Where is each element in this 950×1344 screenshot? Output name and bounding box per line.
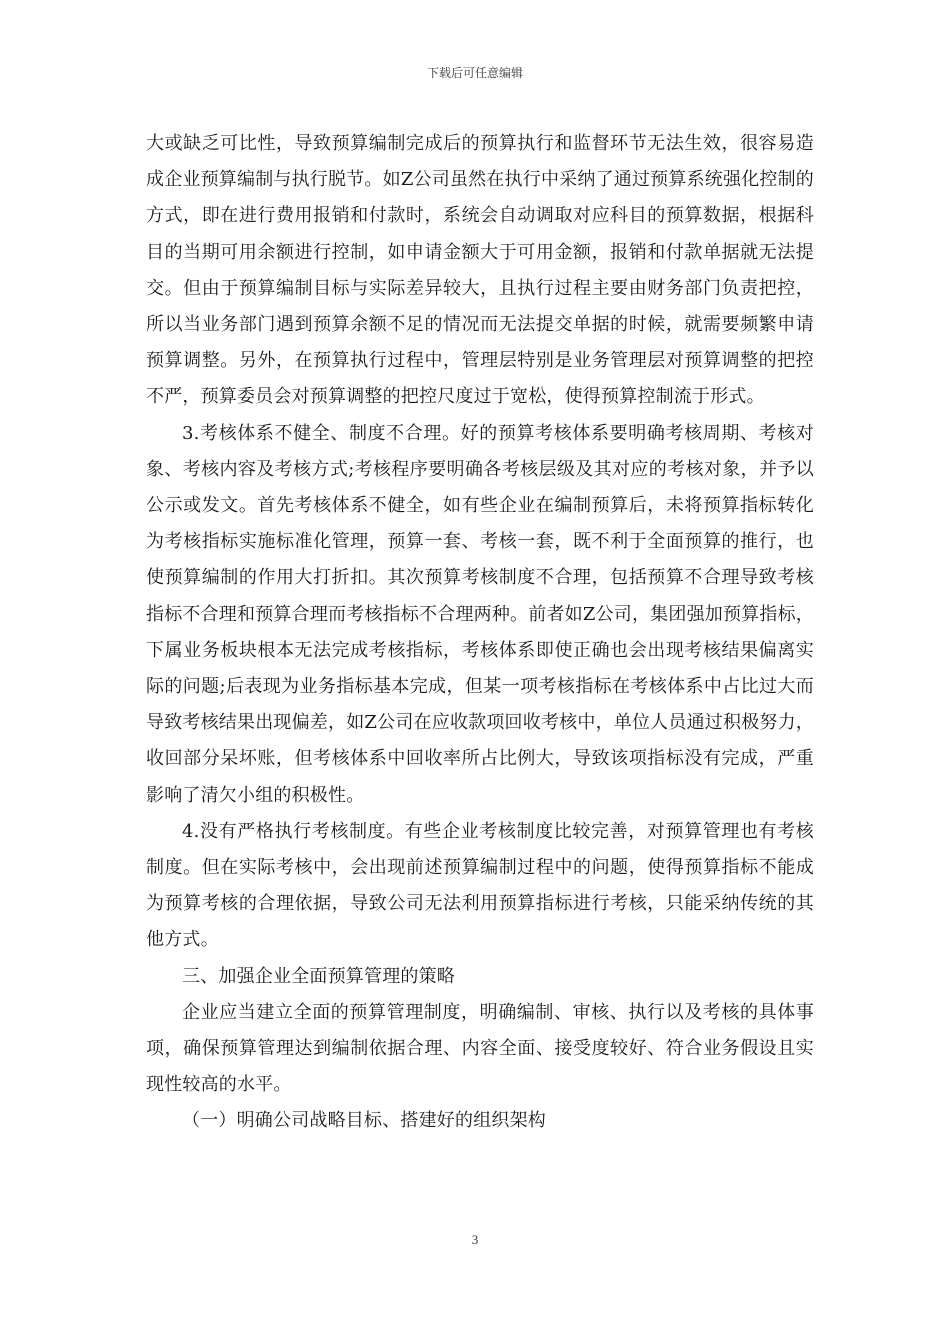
paragraph-item-3: 3.考核体系不健全、制度不合理。好的预算考核体系要明确考核周期、考核对象、考核内容及考核方式;考核程序要明确各考核层级及其对应的考核对象，并予以公示或发文。首先考核体系不健全，如有些企业在编制预算后，未将预算指标转化为考核指标实施标准化管理，预算一套、考核一套，既不利于全面预算的推行，也使预算编制的作用大打折扣。其次预算考核制度不合理，包括预算不合理导致考核指标不合理和预算合理而考核指标不合理两种。前者如Z公司，集团强加预算指标，下属业务板块根本无法完成考核指标，考核体系即使正确也会出现考核结果偏离实际的问题;后表现为业务指标基本完成，但某一项考核指标在考核体系中占比过大而导致考核结果出现偏差，如Z公司在应收款项回收考核中，单位人员通过积极努力，收回部分呆坏账，但考核体系中回收率所占比例大，导致该项指标没有完成，严重影响了清欠小组的积极性。 xyxy=(146,422,814,806)
paragraph-continuation: 大或缺乏可比性，导致预算编制完成后的预算执行和监督环节无法生效，很容易造成企业预算编制与执行脱节。如Z公司虽然在执行中采纳了通过预算系统强化控制的方式，即在进行费用报销和付款时，系统会自动调取对应科目的预算数据，根据科目的当期可用余额进行控制，如申请金额大于可用金额，报销和付款单据就无法提交。但由于预算编制目标与实际差异较大，且执行过程主要由财务部门负责把控，所以当业务部门遇到预算余额不足的情况而无法提交单据的时候，就需要频繁申请预算调整。另外，在预算执行过程中，管理层特别是业务管理层对预算调整的把控不严，预算委员会对预算调整的把控尺度过于宽松，使得预算控制流于形式。 xyxy=(146,133,814,408)
page-header: 下载后可任意编辑 xyxy=(426,66,523,80)
paragraph-section-intro: 企业应当建立全面的预算管理制度，明确编制、审核、执行以及考核的具体事项，确保预算管理达到编制依据合理、内容全面、接受度较好、符合业务假设且实现性较高的水平。 xyxy=(146,1001,814,1096)
document-body xyxy=(146,126,814,1140)
page-number: 3 xyxy=(471,1232,479,1247)
section-heading-3: 三、加强企业全面预算管理的策略 xyxy=(182,965,455,987)
subsection-heading-1: （一）明确公司战略目标、搭建好的组织架构 xyxy=(182,1110,546,1132)
paragraph-item-4: 4.没有严格执行考核制度。有些企业考核制度比较完善，对预算管理也有考核制度。但在实际考核中，会出现前述预算编制过程中的问题，使得预算指标不能成为预算考核的合理依据，导致公司无法利用预算指标进行考核，只能采纳传统的其他方式。 xyxy=(146,820,814,951)
